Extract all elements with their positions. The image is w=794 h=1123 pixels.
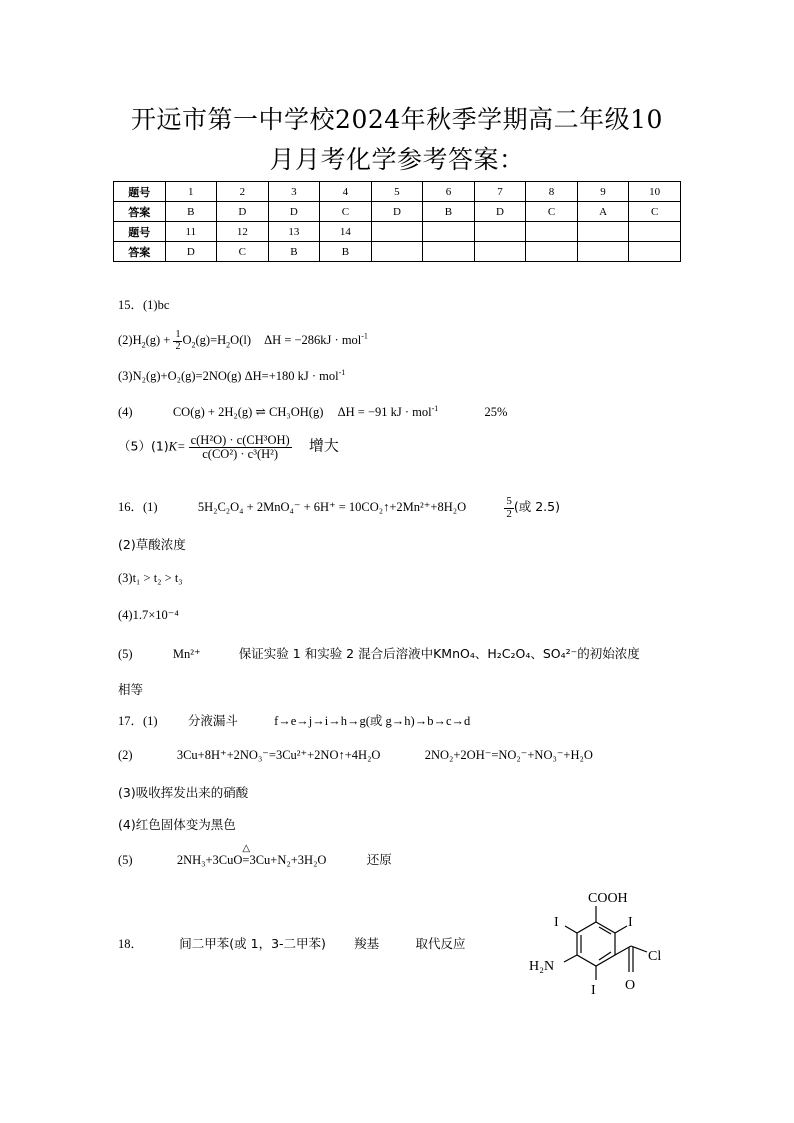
answer-17-2 [118,747,593,763]
table-cell: 4 [320,182,372,202]
table-cell [629,242,681,262]
answer-16-1 [118,496,560,520]
table-cell: 9 [577,182,629,202]
chlorine-label: Cl [648,949,662,964]
title-line-2: 月月考化学参考答案： [269,145,525,174]
equation: 3Cu+8H⁺+2NO₃⁻=3Cu²⁺+2NO↑+4H₂O [176,748,381,762]
iodine-label: I [591,983,596,998]
bond [615,926,627,933]
table-cell: 10 [629,182,681,202]
equation: CO(g) + 2H₂(g) ⇌ CH₃OH(g) [172,405,324,419]
answer-16-5 [118,644,640,662]
answer-16-4: (4)1.7×10⁻⁴ [118,608,179,622]
k-denominator: c(CO²) · c³(H²) [202,447,279,462]
part-label: (5) [118,853,133,867]
cooh-label: COOH [588,891,628,906]
amino-label: H₂N [529,959,555,974]
condition-heat: △ [242,843,251,854]
table-cell [526,242,578,262]
connection-order: f→e→j→i→h→g(或 g→h)→b→c→d [274,714,471,728]
table-cell: 7 [474,182,526,202]
answer-15-5 [118,434,339,461]
table-cell: C [217,242,269,262]
compound-name: 间二甲苯(或 1，3-二甲苯) [179,936,326,951]
equation-left: 2NH₃+3CuO [176,853,243,867]
part-label: 17．(1) [118,714,158,728]
double-bond [599,927,611,934]
table-cell: 11 [165,222,217,242]
table-cell: D [371,202,423,222]
table-row [114,242,681,262]
answer-16-5-cont: 相等 [118,682,144,697]
equation: 5H₂C₂O₄ + 2MnO₄⁻ + 6H⁺ = 10CO₂↑+2Mn²⁺+8H₂O [197,499,467,514]
ion: Mn²⁺ [172,647,201,661]
alternative-value: (或 2.5) [513,498,560,514]
table-cell [577,222,629,242]
answer-18 [118,934,465,952]
row-label: 答案 [114,202,166,222]
table-cell [423,222,475,242]
answer-17-1 [118,711,470,729]
table-cell: B [165,202,217,222]
table-cell: C [629,202,681,222]
answer-table [113,181,681,262]
part-label: （5）(1) [118,438,169,454]
table-cell: 3 [268,182,320,202]
table-cell [629,222,681,242]
table-cell: C [526,202,578,222]
table-cell: 5 [371,182,423,202]
answer-16-3: (3)t₁ > t₂ > t₃ [118,571,183,585]
table-cell: B [320,242,372,262]
table-cell [423,242,475,262]
title-line-1: 开远市第一中学校2024年秋季学期高二年级10 [131,105,663,134]
table-cell [526,222,578,242]
structural-formula [524,884,674,1004]
answer-15-4: (4) CO(g) + 2H₂(g) ⇌ CH₃OH(g) ΔH = −91 kJ · mol$^{-1}$ 25% [118,403,508,419]
enthalpy-value: ΔH = −286kJ · mol [264,332,362,347]
note: 还原 [366,852,392,867]
page-title [90,100,704,180]
equation-right: 3Cu+N₂+3H₂O [249,853,327,867]
bond [565,926,577,933]
row-label: 题号 [114,182,166,202]
part-label: (2) [118,748,133,762]
oxygen-label: O [625,978,636,993]
table-row [114,222,681,242]
benzene-ring [577,922,615,966]
table-cell: A [577,202,629,222]
table-cell: D [217,202,269,222]
iodine-label: I [628,915,633,930]
bond [564,955,577,962]
part-label: 18． [118,937,144,951]
table-cell: 8 [526,182,578,202]
row-label: 答案 [114,242,166,262]
table-cell [577,242,629,262]
equation: 2NO₂+2OH⁻=NO₂⁻+NO₃⁻+H₂O [424,748,593,762]
table-cell: B [423,202,475,222]
apparatus: 分液漏斗 [187,713,238,728]
percentage: 25% [484,405,508,419]
answer-17-5: (5) 2NH₃+3CuO △ =3Cu+N₂+3H₂O 还原 [118,843,392,867]
answer-15-2: $(2)H_2(g)$ + $\frac{1}{2}$ $O_2(g)=H_2O(l) \Delta H = -286kJ \cdot mol^{-1}$ [118,329,368,352]
equation: (3)N₂(g)+O₂(g)=2NO(g) ΔH=+180 kJ · mol [118,369,339,383]
part-label: (5) [118,647,133,661]
table-cell [474,222,526,242]
reaction-type: 取代反应 [415,936,466,951]
table-cell [371,222,423,242]
part-label: (2) [118,332,133,347]
table-cell: D [165,242,217,262]
table-cell: 1 [165,182,217,202]
answer-17-4: (4)红色固体变为黑色 [118,817,236,832]
table-row [114,182,681,202]
table-cell: 12 [217,222,269,242]
iodine-label: I [554,915,559,930]
explanation: 保证实验 1 和实验 2 混合后溶液中KMnO₄、H₂C₂O₄、SO₄²⁻的初始浓度 [238,646,640,661]
note: 增大 [308,436,339,455]
answer-15-3: (3)N₂(g)+O₂(g)=2NO(g) ΔH=+180 kJ · mol$^{-1}$ [118,367,346,383]
answer-16-2: (2)草酸浓度 [118,537,186,552]
table-cell: 2 [217,182,269,202]
table-cell [474,242,526,262]
answer-17-3: (3)吸收挥发出来的硝酸 [118,785,249,800]
table-cell: 6 [423,182,475,202]
enthalpy-value: ΔH = −91 kJ · mol [337,405,432,419]
table-cell [371,242,423,262]
table-cell: 13 [268,222,320,242]
table-row [114,202,681,222]
part-label: (4) [118,405,133,419]
k-numerator: c(H²O) · c(CH³OH) [190,433,290,447]
row-label: 题号 [114,222,166,242]
fraction-numerator: 5 [506,495,512,507]
answer-15-1: 15．(1)bc [118,298,170,312]
part-label: 16．(1) [118,499,158,514]
table-cell: C [320,202,372,222]
table-cell: 14 [320,222,372,242]
fraction-denominator: 2 [506,507,512,520]
functional-group: 羧基 [354,936,380,951]
table-cell: D [474,202,526,222]
table-cell: B [268,242,320,262]
table-cell: D [268,202,320,222]
k-symbol: K= [168,439,186,454]
